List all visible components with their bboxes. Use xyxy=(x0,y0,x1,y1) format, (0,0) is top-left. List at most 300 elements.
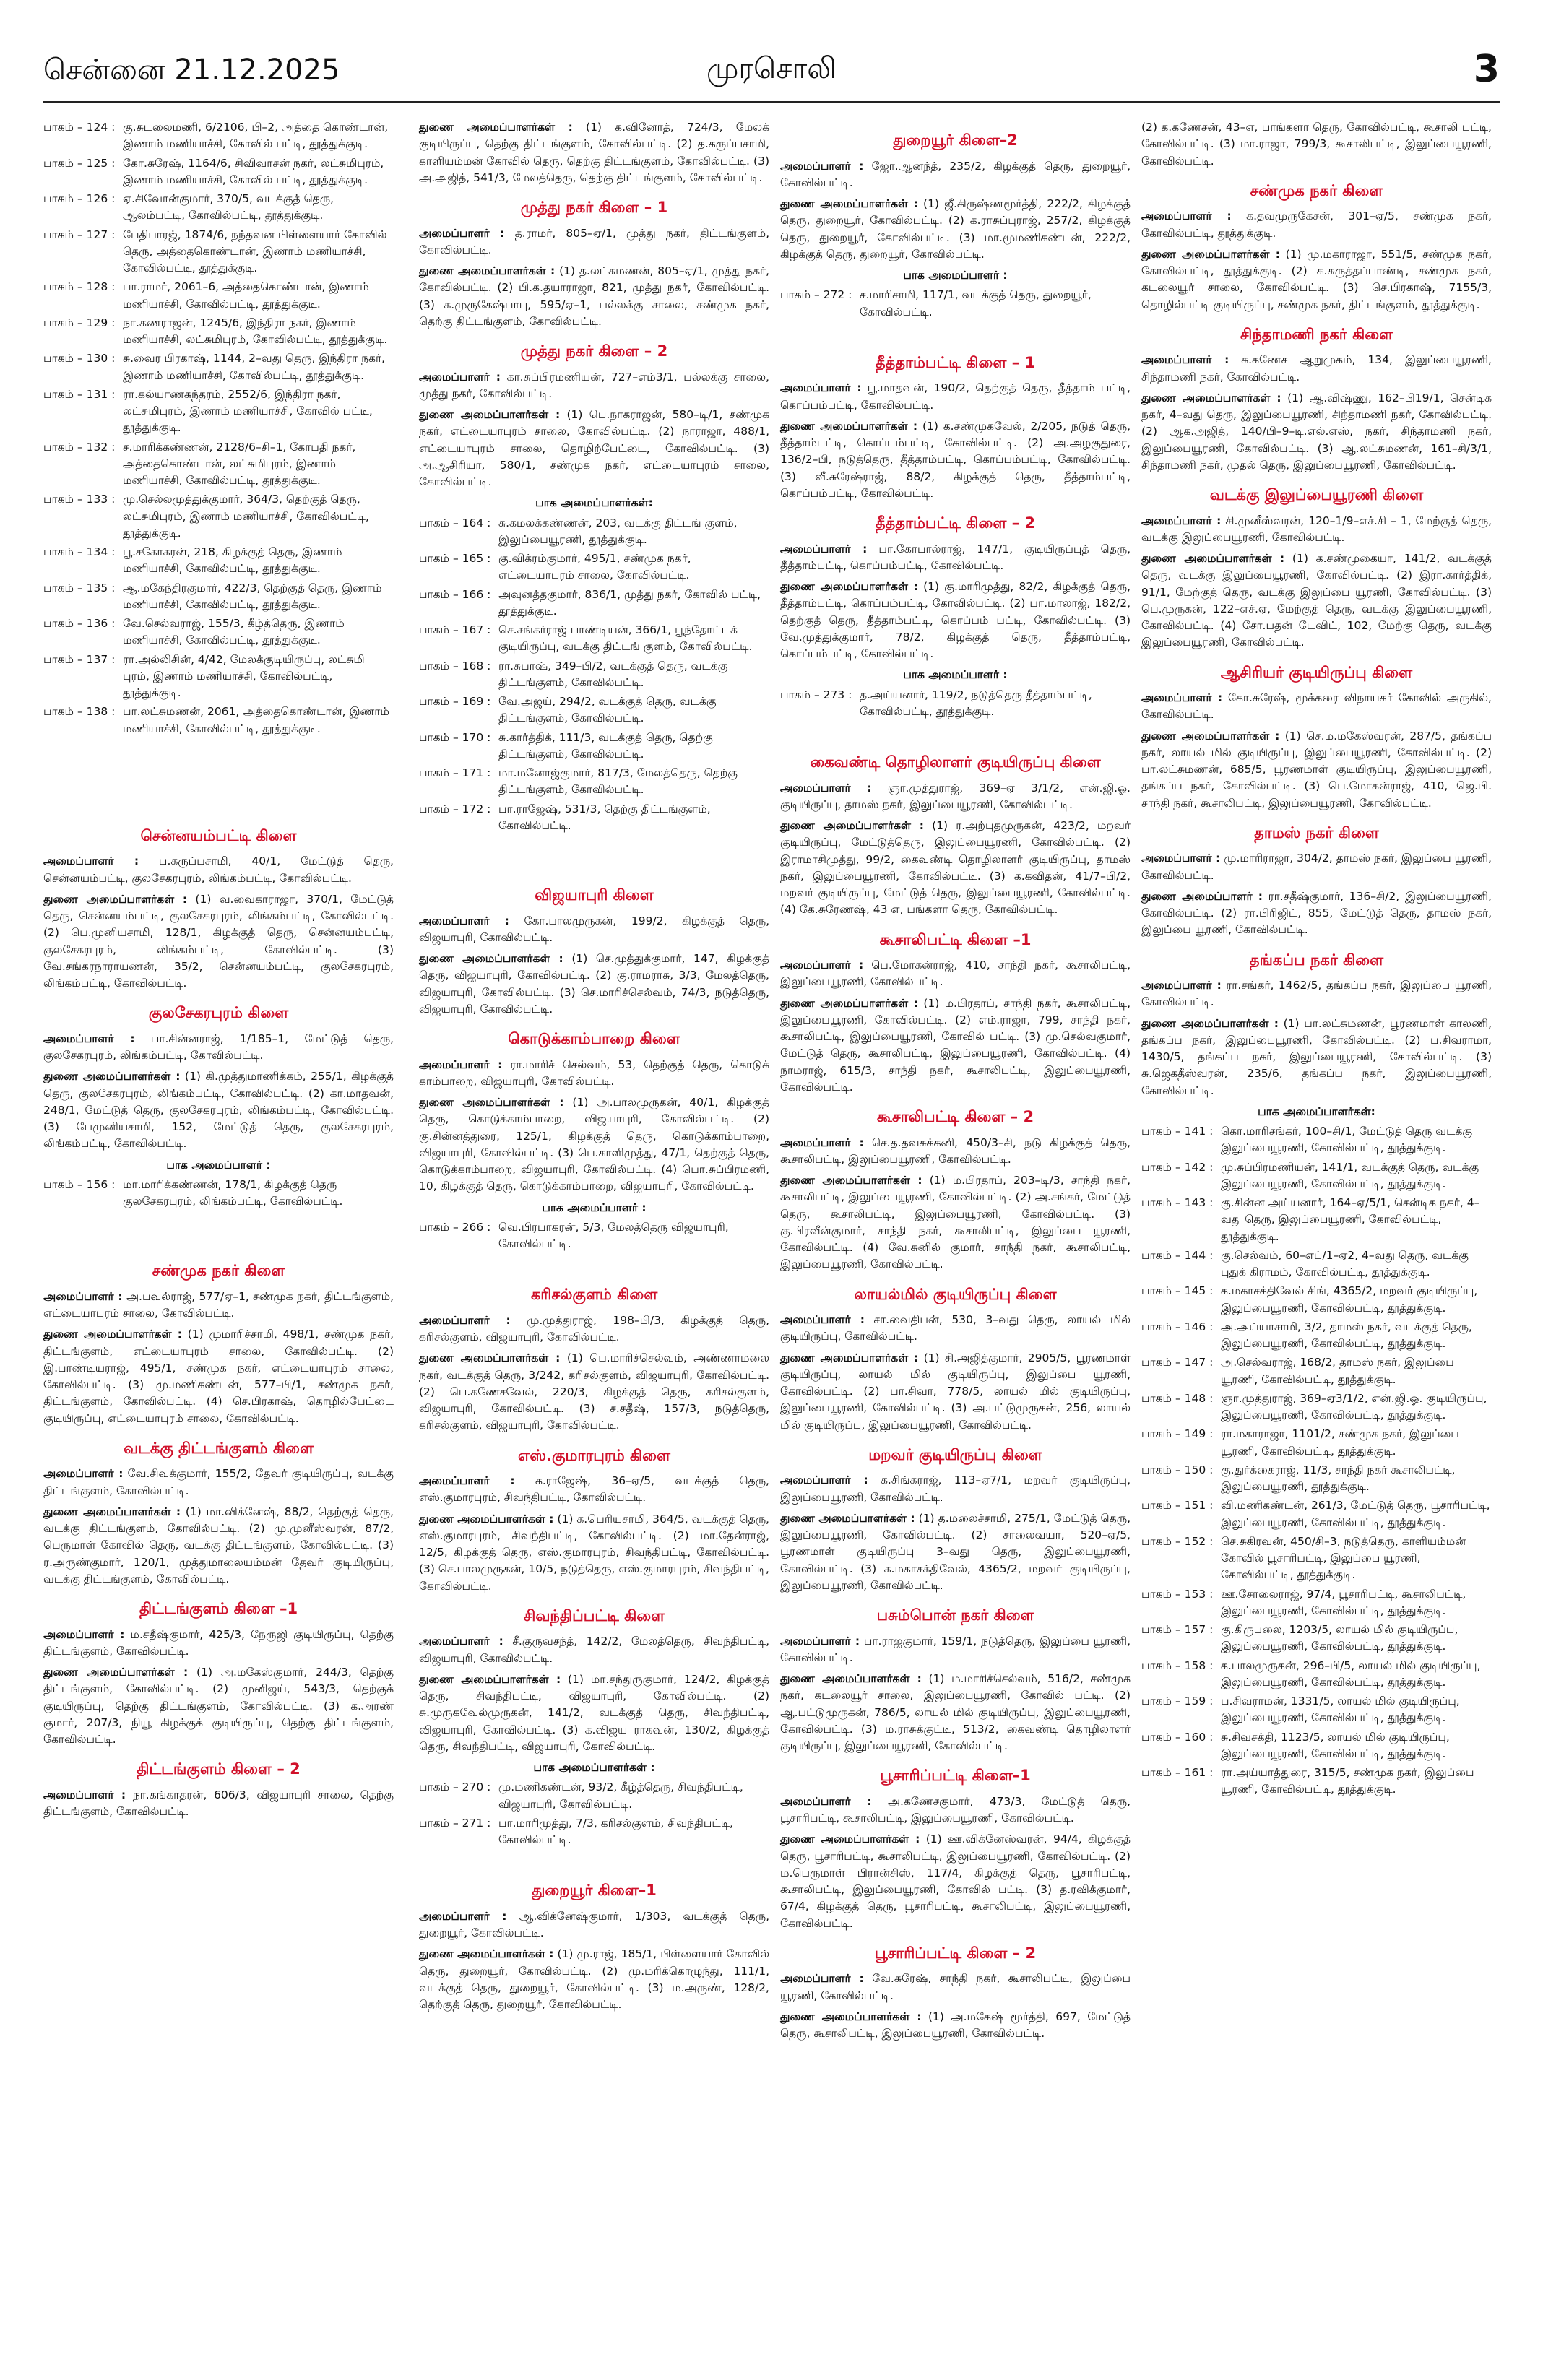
appointee-details: (1) மு.மகாராஜா, 551/5, சண்முக நகர், கோவில்பட்டி, தூத்துக்குடி. (2) க.சுருத்தப்பாண்டி, சண்முக நகர், கடலையூர் சாலை, கோவில்பட்டி. (3) செ.பிரகாஷ், 7155/3, தொழில்பட்டி குடியிருப்பு, சண்முக நகர், திட்டங்குளம், தூத்துக்குடி. xyxy=(1141,247,1492,311)
subheading: பாக அமைப்பாளர் : xyxy=(903,269,1008,282)
appointee-details: (1) ர.அற்புதமுருகன், 423/2, மறவர் குடியிருப்பு, மேட்டுத்தெரு, இலுப்பையூரணி, கோவில்பட்டி. (2) இராமாசிமுத்து, 99/2, கைவண்டி தொழிலாளர் குடியிருப்பு, தாமஸ் நகர், இலுப்பையூரணி, கோவில்பட்டி. (3) க.கவிதன், 41/7–பி/2, மறவர் குடியிருப்பு, மேட்டுத் தெரு, இலுப்பையூரணி, கோவில்பட்டி. (4) கே.சுரேணஷ், 43 எ, பங்களா தெரு, கோவில்பட்டி. xyxy=(780,819,1131,917)
appointee-details: க.சிங்கராஜ், 113–ஏ7/1, மறவர் குடியிருப்பு, இலுப்பையூரணி, கோவில்பட்டி. xyxy=(780,1474,1131,1504)
branch-heading: சிவந்திப்பட்டி கிளை xyxy=(523,1606,665,1624)
booth-number: பாகம் – 266 : xyxy=(419,1220,491,1234)
role-label: துணை அமைப்பாளர் : xyxy=(1141,889,1263,903)
role-label: துணை அமைப்பாளர்கள் : xyxy=(419,121,573,134)
booth-organizer: செ.சங்கர்ராஜ் பாண்டியன், 366/1, பூந்தோட்டக் குடியிருப்பு, வடக்கு திட்டங் குளம், கோவில்பட்டி. xyxy=(498,623,753,654)
appointee-details: (1) ம.பிரதாப், 203–டி/3, சாந்தி நகர், கூசாலிபட்டி, இலுப்பையூரணி, கோவில்பட்டி. (2) அ.சங்கர், மேட்டுத் தெரு, கூசாலிபட்டி, இலுப்பையூரணி, கோவில்பட்டி. (3) கு.பிரவீன்குமார், சாந்தி நகர், கூசாலிபட்டி, இலுப்பை யூரணி, கோவில்பட்டி. (4) வே.சுனில் குமார், சாந்தி நகர், கூசாலிபட்டி, இலுப்பையூரணி, கோவில்பட்டி. xyxy=(780,1174,1131,1271)
booth-organizer: பா.ராமர், 2061–6, அத்தைகொண்டான், இணாம் மணியாச்சி, கோவில்பட்டி, தூத்துக்குடி. xyxy=(123,280,369,311)
appointee-details: கோ.பாலமுருகன், 199/2, கிழக்குத் தெரு, விஜயாபுரி, கோவில்பட்டி. xyxy=(419,914,769,944)
spacer xyxy=(43,777,394,796)
appointee-details: வே.சிவக்குமார், 155/2, தேவர் குடியிருப்பு, வடக்கு திட்டங்குளம், கோவில்பட்டி. xyxy=(43,1467,394,1497)
branch-heading: பசும்பொன் நகர் கிளை xyxy=(876,1606,1034,1624)
booth-organizer: பூ.சகோகரன், 218, கிழக்குத் தெரு, இணாம் மணியாச்சி, கோவில்பட்டி, தூத்துக்குடி. xyxy=(123,545,342,576)
booth-number: பாகம் – 165 : xyxy=(419,552,491,565)
booth-organizer: சு.வைர பிரகாஷ், 1144, 2–வது தெரு, இந்திரா நகர், இணாம் மணியாச்சி, கோவில்பட்டி, தூத்துக்குடி. xyxy=(123,352,385,382)
appointment-paragraph xyxy=(780,1350,1131,1434)
appointee-details: கோ.சுரேஷ், மூக்கரை விநாயகர் கோவில் அருகில், கோவில்பட்டி. xyxy=(1141,691,1492,722)
appointment-paragraph xyxy=(43,1466,394,1500)
role-label: துணை அமைப்பாளர்கள் : xyxy=(43,1070,181,1083)
appointee-details: (2) க.கணேசன், 43–எ, பாங்களா தெரு, கோவில்பட்டி, கூசாலி பட்டி, கோவில்பட்டி. (3) மா.ராஜா, 799/3, கூசாலிபட்டி, இலுப்பையூரணி, கோவில்பட்டி. xyxy=(1141,121,1492,168)
branch-heading: முத்து நகர் கிளை – 2 xyxy=(520,342,668,360)
booth-entry xyxy=(43,1177,394,1211)
appointee-details: பா.கோபால்ராஜ், 147/1, குடியிருப்புத் தெரு, தீத்தாம்பட்டி, கொப்பம்பட்டி, கோவில்பட்டி. xyxy=(780,542,1131,572)
newspaper-title: முரசொலி xyxy=(706,52,837,85)
booth-organizer: ஏ.சிவோன்குமார், 370/5, வடக்குத் தெரு, ஆலம்பட்டி, கோவில்பட்டி, தூத்துக்குடி. xyxy=(123,192,334,222)
appointment-paragraph xyxy=(43,1068,394,1152)
appointee-details: (1) ம.மாரிச்செல்வம், 516/2, சண்முக நகர், கடலையூர் சாலை, இலுப்பையூரணி, கோவில் பட்டி. (2) ஆ.பட்டுமுருகன், 786/5, லாயல் மில் குடியிருப்பு, இலுப்பையூரணி, கோவில்பட்டி. (3) ம.ராசுக்குட்டி, 513/2, கைவண்டி தொழிலாளர் குடியிருப்பு, இலுப்பையூரணி, கோவில்பட்டி. xyxy=(780,1672,1131,1752)
booth-number: பாகம் – 142 : xyxy=(1141,1160,1214,1174)
booth-number: பாகம் – 152 : xyxy=(1141,1534,1214,1548)
branch-heading: துறையூர் கிளை–2 xyxy=(893,131,1018,149)
appointment-paragraph xyxy=(780,579,1131,662)
booth-number: பாகம் – 146 : xyxy=(1141,1320,1214,1333)
appointee-details: (1) செ.ம.மகேஸ்வரன், 287/5, தங்கப்ப நகர், லாயல் மில் குடியிருப்பு, இலுப்பையூரணி, கோவில்பட்டி. (2) பா.லட்சுமணன், 685/5, பூரணமாள் குடியிருப்பு, இலுப்பையூரணி, தங்கப்ப நகர், கோவில்பட்டி. (3) பெ.மோகன்ராஜ், 410, ஜெ.பி. சாந்தி நகர், கூசாலிபட்டி, இலுப்பையூரணி, கோவில்பட்டி. xyxy=(1141,729,1492,810)
role-label: துணை அமைப்பாளர்கள் : xyxy=(1141,391,1281,404)
booth-organizer: கொ.மாரிசங்கர், 100–சி/1, மேட்டுத் தெரு வடக்கு இலுப்பையூரணி, கோவில்பட்டி, தூத்துக்குடி. xyxy=(1221,1125,1473,1155)
booth-number: பாகம் – 133 : xyxy=(43,493,116,506)
appointment-paragraph xyxy=(419,1312,769,1346)
role-label: அமைப்பாளர் : xyxy=(780,1313,865,1326)
booth-organizer: கு.சுடலைமணி, 6/2106, பி–2, அத்தை கொண்டான், இணாம் மணியாச்சி, கோவில் பட்டி, தூத்துக்குடி. xyxy=(123,121,389,151)
appointee-details: பா.ராஜகுமார், 159/1, நடுத்தெரு, இலுப்பை யூரணி, கோவில்பட்டி. xyxy=(780,1634,1131,1664)
appointee-details: பூ.மாதவன், 190/2, தெற்குத் தெரு, தீத்தாம் பட்டி, கொப்பம்பட்டி, கோவில்பட்டி. xyxy=(780,381,1131,412)
booth-organizer: அவுனத்தகுமார், 836/1, முத்து நகர், கோவில் பட்டி, தூத்துக்குடி. xyxy=(498,587,761,618)
role-label: அமைப்பாளர் : xyxy=(43,854,139,868)
subheading: பாக அமைப்பாளர் : xyxy=(542,1200,647,1214)
booth-organizer: ரா.அல்லிசின், 4/42, மேலக்குடியிருப்பு, லட்சுமி புரம், இணாம் மணியாச்சி, கோவில்பட்டி, தூத்துக்குடி. xyxy=(123,652,365,699)
booth-number: பாகம் – 145 : xyxy=(1141,1284,1214,1298)
booth-entry xyxy=(43,315,394,349)
branch-heading: தீத்தாம்பட்டி கிளை – 2 xyxy=(875,514,1036,532)
appointee-details: நா.கங்காதரன், 606/3, விஜயாபுரி சாலை, தெற்கு திட்டங்குளம், கோவில்பட்டி. xyxy=(43,1788,394,1818)
appointee-details: (1) க.சண்முகையா, 141/2, வடக்குத் தெரு, வடக்கு இலுப்பையூரணி, கோவில்பட்டி. (2) இரா.கார்த்திக், 91/1, மேற்குத் தெரு, வடக்கு இலுப்பை யூரணி, கோவில்பட்டி. (3) பெ.முருகன், 122–எச்.ஏ, மேற்குத் தெரு, வடக்கு இலுப்பையூரணி, கோவில்பட்டி. (4) சோ.பதன் டேவிட், 102, மேற்கு தெரு, வடக்கு இலுப்பையூரணி, கோவில்பட்டி. xyxy=(1141,552,1492,649)
role-label: அமைப்பாளர் : xyxy=(419,914,509,927)
page-number: 3 xyxy=(1473,48,1500,91)
appointment-paragraph xyxy=(780,541,1131,575)
booth-organizer: நா.கணராஜன், 1245/6, இந்திரா நகர், இணாம் மணியாச்சி, லட்சுமிபுரம், கோவில்பட்டி, தூத்துக்குடி. xyxy=(123,316,388,346)
appointee-details: ஜோ.ஆனந்த், 235/2, கிழக்குத் தெரு, துறையூர், கோவில்பட்டி. xyxy=(780,159,1131,189)
booth-organizer: செ.சுகிரவன், 450/சி–3, நடுத்தெரு, காளியம்மன் கோவில் பூசாரிபட்டி, இலுப்பை யூரணி, கோவில்பட்டி, தூத்துக்குடி. xyxy=(1221,1534,1466,1582)
appointment-paragraph xyxy=(419,263,769,330)
role-label: அமைப்பாளர் : xyxy=(780,542,868,555)
role-label: துணை அமைப்பாளர்கள் : xyxy=(780,1832,920,1846)
booth-organizer: ரா.அய்யாத்துரை, 315/5, சண்முக நகர், இலுப்பை யூரணி, கோவில்பட்டி, தூத்துக்குடி. xyxy=(1221,1766,1474,1796)
booth-organizer: கு.செல்வம், 60–எப்/1–ஏ2, 4–வது தெரு, வடக்கு புதுக் கிராமம், கோவில்பட்டி, தூத்துக்குடி. xyxy=(1221,1248,1469,1278)
role-label: அமைப்பாளர் : xyxy=(780,381,862,395)
booth-entry xyxy=(1141,1247,1492,1281)
role-label: அமைப்பாளர் : xyxy=(43,1031,135,1045)
role-label: துணை அமைப்பாளர்கள் : xyxy=(43,1666,189,1679)
appointee-details: (1) ஆ.விஷ்ணு, 162–பி19/1, சென்டிக நகர், 4–வது தெரு, இலுப்பையூரணி, சிந்தாமணி நகர், கோவில்பட்டி. (2) ஆக.அஜித், 140/பி–9–டி.எல்.எஸ், நகர், சிந்தாமணி நகர், இலுப்பையூரணி, கோவில்பட்டி. (3) ஆ.லட்சுமணன், 161–சி/3/1, சிந்தாமணி நகர், முதல் தெரு, இலுப்பையூரணி, கோவில்பட்டி. xyxy=(1141,391,1492,472)
booth-entry xyxy=(419,550,769,584)
appointment-paragraph xyxy=(419,1908,769,1942)
booth-number: பாகம் – 132 : xyxy=(43,440,116,454)
appointment-paragraph xyxy=(780,818,1131,919)
spacer xyxy=(419,855,769,874)
booth-number: பாகம் – 147 : xyxy=(1141,1356,1214,1369)
booth-entry xyxy=(419,658,769,692)
booth-organizer: மா.மாரிக்கண்ணன், 178/1, கிழக்குத் தெரு குலசேகரபுரம், லிங்கம்பட்டி, கோவில்பட்டி. xyxy=(123,1177,343,1208)
appointment-paragraph xyxy=(780,957,1131,991)
booth-number: பாகம் – 127 : xyxy=(43,228,116,241)
role-label: துணை அமைப்பாளர்கள் : xyxy=(780,419,918,433)
role-label: அமைப்பாளர் : xyxy=(780,781,872,795)
appointee-details: (1) க.சண்முகவேல், 2/205, நடுத் தெரு, தீத்தாம்பட்டி, கொப்பம்பட்டி, கோவில்பட்டி. (2) அ.அழகுதுரை, 136/2–பி, நடுத்தெரு, தீத்தாம்பட்டி, கொப்பம்பட்டி, கோவில்பட்டி. (3) வீ.சுரேஷ்ராஜ், 88/2, கிழக்குத் தெரு, தீத்தாம்பட்டி, கொப்பம்பட்டி, கோவில்பட்டி. xyxy=(780,419,1131,500)
booth-organizer: ச.மாரிக்கண்ணன், 2128/6–சி–1, கோபதி நகர், அத்தைகொண்டான், லட்சுமிபுரம், இணாம் மணியாச்சி, கோவில்பட்டி, தூத்துக்குடி. xyxy=(123,440,356,487)
appointee-details: (1) க.பெரியசாமி, 364/5, வடக்குத் தெரு, எஸ்.குமாரபுரம், சிவந்திபட்டி, கோவில்பட்டி. (2) மா.தேன்ராஜ், 12/5, கிழக்குத் தெரு, எஸ்.குமாரபுரம், சிவந்திபட்டி, கோவில்பட்டி. (3) செ.பாலமுருகன், 10/5, நடுத்தெரு, எஸ்.குமாரபுரம், சிவந்திபட்டி, கோவில்பட்டி. xyxy=(419,1512,769,1593)
appointee-details: அ.கணேசகுமார், 473/3, மேட்டுத் தெரு, பூசாரிபட்டி, கூசாலிபட்டி, இலுப்பையூரணி, கோவில்பட்டி. xyxy=(780,1794,1131,1825)
role-label: துணை அமைப்பாளர்கள் : xyxy=(780,1351,919,1364)
role-label: அமைப்பாளர் : xyxy=(419,226,505,240)
role-label: துணை அமைப்பாளர்கள் : xyxy=(780,2009,922,2023)
column-4 xyxy=(1141,119,1492,1801)
role-label: அமைப்பாளர் : xyxy=(1141,353,1229,367)
appointment-paragraph xyxy=(1141,690,1492,724)
branch-heading: வடக்கு இலுப்பையூரணி கிளை xyxy=(1209,486,1424,503)
booth-organizer: வே.அஜய், 294/2, வடக்குத் தெரு, வடக்கு திட்டங்குளம், கோவில்பட்டி. xyxy=(498,695,717,725)
role-label: துணை அமைப்பாளர்கள் : xyxy=(419,1351,561,1365)
appointee-details: (1) பா.லட்சுமணன், பூரணமாள் காலணி, தங்கப்ப நகர், இலுப்பையூரணி, கோவில்பட்டி. (2) ப.சிவராமா, 1430/5, தங்கப்ப நகர், இலுப்பையூரணி, கோவில்பட்டி. (3) சு.ஜெகதீஸ்வரன், 235/6, தங்கப்ப நகர், இலுப்பையூரணி, கோவில்பட்டி. xyxy=(1141,1016,1492,1097)
appointee-details: (1) ஊ.விக்னேஸ்வரன், 94/4, கிழக்குத் தெரு, பூசாரிபட்டி, கூசாலிபட்டி, இலுப்பையூரணி, கோவில்பட்டி. (2) ம.பெருமாள் பிரான்சிஸ், 117/4, கிழக்குத் தெரு, பூசாரிபட்டி, கூசாலிபட்டி, இலுப்பையூரணி, கோவில் பட்டி. (3) த.ரவிக்குமார், 67/4, கிழக்குத் தெரு, பூசாரிபட்டி, கூசாலிபட்டி, இலுப்பையூரணி, கோவில்பட்டி. xyxy=(780,1832,1131,1930)
appointment-paragraph xyxy=(419,225,769,259)
appointee-details: (1) அ.மகேஷ் மூர்த்தி, 697, மேட்டுத் தெரு, கூசாலிபட்டி, இலுப்பையூரணி, கோவில்பட்டி. xyxy=(780,2009,1131,2040)
booth-organizer: த.அய்யனார், 119/2, நடுத்தெரு தீத்தாம்பட்டி, கோவில்பட்டி, தூத்துக்குடி. xyxy=(860,688,1092,718)
appointee-details: (1) மு.ராஜ், 185/1, பிள்ளையார் கோவில் தெரு, துறையூர், கோவில்பட்டி. (2) மு.மரிக்கொழுந்து, 111/1, வடக்குத் தெரு, துறையூர், கோவில்பட்டி. (3) ம.அருண், 128/2, தெற்குத் தெரு, துறையூர், கோவில்பட்டி. xyxy=(419,1947,769,2011)
role-label: அமைப்பாளர் : xyxy=(419,1313,511,1327)
booth-number: பாகம் – 143 : xyxy=(1141,1196,1214,1209)
branch-heading: திட்டங்குளம் கிளை – 2 xyxy=(137,1760,301,1778)
role-label: துணை அமைப்பாளர்கள் : xyxy=(780,197,918,210)
branch-heading: துறையூர் கிளை–1 xyxy=(532,1882,657,1900)
appointee-details: அ.பவுல்ராஜ், 577/ஏ–1, சண்முக நகர், திட்டங்குளம், எட்டையாபுரம் சாலை, கோவில்பட்டி. xyxy=(43,1289,394,1320)
booth-number: பாகம் – 150 : xyxy=(1141,1463,1214,1476)
appointee-details: (1) த.மலைச்சாமி, 275/1, மேட்டுத் தெரு, இலுப்பையூரணி, கோவில்பட்டி. (2) சாலைவயா, 520–ஏ/5, பூரணமாள் குடியிருப்பு 3–வது தெரு, இலுப்பையூரணி, கோவில்பட்டி. (3) க.மகாசக்திவேல், 4365/2, மறவர் குடியிருப்பு, இலுப்பையூரணி, கோவில்பட்டி. xyxy=(780,1511,1131,1592)
booth-organizer: கு.துர்க்கைராஜ், 11/3, சாந்தி நகர் கூசாலிபட்டி, இலுப்பையூரணி, தூத்துக்குடி. xyxy=(1221,1463,1456,1493)
role-label: அமைப்பாளர் : xyxy=(780,1474,868,1487)
appointment-paragraph xyxy=(780,1135,1131,1169)
booth-number: பாகம் – 166 : xyxy=(419,587,491,601)
appointment-paragraph xyxy=(780,780,1131,814)
role-label: அமைப்பாளர் : xyxy=(43,1788,126,1801)
role-label: அமைப்பாளர் : xyxy=(780,159,864,173)
role-label: அமைப்பாளர் : xyxy=(780,1794,872,1808)
subheading: பாக அமைப்பாளர்கள்: xyxy=(1258,1104,1375,1118)
role-label: துணை அமைப்பாளர்கள் : xyxy=(43,1328,182,1341)
branch-heading: சண்முக நகர் கிளை xyxy=(152,1262,285,1280)
appointee-details: (1) செ.முத்துக்குமார், 147, கிழக்குத் தெரு, விஜயாபுரி, கோவில்பட்டி. (2) கு.ராமராசு, 3/3, மேலத்தெரு, விஜயாபுரி, கோவில்பட்டி. (3) செ.மாரிச்செல்வம், 74/3, நடுத்தெரு, விஜயாபுரி, கோவில்பட்டி. xyxy=(419,952,770,1016)
appointee-details: (1) அ.பாலமுருகன், 40/1, கிழக்குத் தெரு, கொடுக்காம்பாறை, விஜயாபுரி, கோவில்பட்டி. (2) கு.சின்னத்துரை, 125/1, கிழக்குத் தெரு, கொடுக்காம்பாறை, விஜயாபுரி, கோவில்பட்டி. (3) பெ.காளிமுத்து, 47/1, தெற்குத் தெரு, கொடுக்காம்பாறை, விஜயாபுரி, கோவில்பட்டி. (4) பொ.சுப்பிரமணி, 10, கிழக்குத் தெரு, கொடுக்காம்பாறை, விஜயாபுரி, கோவில்பட்டி. xyxy=(419,1096,769,1193)
booth-organizer: ஞா.முத்துராஜ், 369–ஏ3/1/2, என்.ஜி.ஓ. குடியிருப்பு, இலுப்பையூரணி, கோவில்பட்டி, தூத்துக்குடி. xyxy=(1221,1391,1487,1421)
booth-entry xyxy=(1141,1533,1492,1584)
role-label: துணை அமைப்பாளர்கள் : xyxy=(780,819,924,832)
appointment-paragraph xyxy=(419,119,769,186)
booth-entry xyxy=(43,155,394,189)
booth-number: பாகம் – 130 : xyxy=(43,352,116,365)
appointment-paragraph xyxy=(780,1970,1131,2004)
appointment-paragraph xyxy=(1141,390,1492,474)
appointment-paragraph xyxy=(1141,513,1492,547)
booth-entry xyxy=(419,515,769,549)
booth-organizer: சு.சிவசக்தி, 1123/5, லாயல் மில் குடியிருப்பு, இலுப்பையூரணி, கோவில்பட்டி, தூத்துக்குடி. xyxy=(1221,1730,1450,1760)
role-label: துணை அமைப்பாளர்கள் : xyxy=(1141,552,1285,565)
spacer xyxy=(419,836,769,855)
appointee-details: க.தவமுருகேசன், 301–ஏ/5, சண்முக நகர், கோவில்பட்டி, தூத்துக்குடி. xyxy=(1141,209,1492,240)
booth-organizer: மா.மனோஜ்குமார், 817/3, மேலத்தெரு, தெற்கு திட்டங்குளம், கோவில்பட்டி. xyxy=(498,766,738,797)
booth-organizer: க.மகாசக்திவேல் சிங், 4365/2, மறவர் குடியிருப்பு, இலுப்பையூரணி, கோவில்பட்டி, தூத்துக்குடி. xyxy=(1221,1284,1478,1315)
appointment-paragraph xyxy=(1141,977,1492,1011)
booth-organizer: அ.செல்வராஜ், 168/2, தாமஸ் நகர், இலுப்பை யூரணி, கோவில்பட்டி, தூத்துக்குடி. xyxy=(1221,1356,1454,1386)
role-label: துணை அமைப்பாளர்கள் : xyxy=(419,1096,564,1109)
appointee-details: ஆ.விக்னேஷ்குமார், 1/303, வடக்குத் தெரு, துறையூர், கோவில்பட்டி. xyxy=(419,1909,769,1939)
booth-organizer: சு.கமலக்கண்ணன், 203, வடக்கு திட்டங் குளம், இலுப்பையூரணி, தூத்துக்குடி. xyxy=(498,516,738,546)
spacer xyxy=(43,740,394,758)
booth-number: பாகம் – 273 : xyxy=(780,688,852,701)
role-label: அமைப்பாளர் : xyxy=(419,370,501,384)
subheading: பாக அமைப்பாளர்கள் : xyxy=(533,1761,655,1774)
spacer xyxy=(43,796,394,815)
appointment-paragraph xyxy=(419,1473,769,1507)
booth-entry xyxy=(1141,1195,1492,1245)
column-3 xyxy=(780,119,1131,2046)
booth-entry xyxy=(1141,1497,1492,1531)
appointee-details: (1) சி.அஜித்குமார், 2905/5, பூரணமாள் குடியிருப்பு, லாயல் மில் குடியிருப்பு, இலுப்பை யூரணி, கோவில்பட்டி. (2) பா.சிவா, 778/5, லாயல் மில் குடியிருப்பு, இலுப்பையூரணி, கோவில்பட்டி. (3) அ.பட்டுமுருகன், 256, லாயல் மில் குடியிருப்பு, இலுப்பையூரணி, கோவில்பட்டி. xyxy=(780,1351,1131,1432)
appointee-details: சீ.குருவசந்த், 142/2, மேலத்தெரு, சிவந்திபட்டி, விஜயாபுரி, கோவில்பட்டி. xyxy=(419,1635,769,1665)
role-label: துணை அமைப்பாளர்கள் : xyxy=(780,1511,915,1525)
booth-organizer: கு.விக்ரம்குமார், 495/1, சண்முக நகர், எட்டையாபுரம் சாலை, கோவில்பட்டி. xyxy=(498,552,691,582)
role-label: துணை அமைப்பாளர்கள் : xyxy=(419,1672,561,1686)
booth-entry xyxy=(43,350,394,384)
booth-organizer: ரா.மகாராஜா, 1101/2, சண்முக நகர், இலுப்பை யூரணி, கோவில்பட்டி, தூத்துக்குடி. xyxy=(1221,1427,1459,1458)
role-label: அமைப்பாளர் : xyxy=(1141,852,1221,865)
appointee-details: சி.முனீஸ்வரன், 120–1/9–எச்.சி – 1, மேற்குத் தெரு, வடக்கு இலுப்பையூரணி, கோவில்பட்டி. xyxy=(1141,514,1492,544)
appointment-paragraph xyxy=(1141,208,1492,242)
role-label: அமைப்பாளர் : xyxy=(43,1289,123,1303)
role-label: துணை அமைப்பாளர்கள் : xyxy=(780,996,919,1010)
branch-heading: குலசேகரபுரம் கிளை xyxy=(148,1004,289,1022)
booth-organizer: ச.மாரிசாமி, 117/1, வடக்குத் தெரு, துறையூர், கோவில்பட்டி. xyxy=(860,288,1092,319)
branch-heading: பூசாரிப்பட்டி கிளை–1 xyxy=(880,1767,1031,1785)
branch-heading: மறவர் குடியிருப்பு கிளை xyxy=(868,1445,1042,1463)
booth-entry xyxy=(1141,1693,1492,1727)
branch-heading: பூசாரிப்பட்டி கிளை – 2 xyxy=(874,1944,1037,1962)
booth-organizer: மு.செல்லமுத்துக்குமார், 364/3, தெற்குத் தெரு, லட்சுமிபுரம், இணாம் மணியாச்சி, கோவில்பட்டி, தூத்துக்குடி. xyxy=(123,493,369,540)
role-label: அமைப்பாளர் : xyxy=(780,1972,864,1986)
booth-entry xyxy=(419,1219,769,1253)
booth-entry xyxy=(43,119,394,153)
branch-heading: எஸ்.குமாரபுரம் கிளை xyxy=(518,1446,670,1464)
appointment-paragraph xyxy=(780,158,1131,192)
booth-entry xyxy=(419,1779,769,1813)
appointee-details: (1) முமாரிச்சாமி, 498/1, சண்முக நகர், திட்டங்குளம், எட்டையாபுரம் சாலை, கோவில்பட்டி. (2) இ.பாண்டியராஜ், 495/1, சண்முக நகர், எட்டையாபுரம் சாலை, கோவில்பட்டி. (3) மு.மணிகண்டன், 577–பி/1, சண்முக நகர், திட்டங்குளம், கோவில்பட்டி. (4) செ.பிரகாஷ், தொழில்பேட்டை குடியிருப்பு, எட்டையாபுரம் சாலை, கோவில்பட்டி. xyxy=(43,1328,394,1425)
booth-number: பாகம் – 161 : xyxy=(1141,1766,1214,1779)
booth-entry xyxy=(43,191,394,225)
branch-heading: கொடுக்காம்பாறை கிளை xyxy=(508,1030,680,1047)
appointment-paragraph xyxy=(419,1946,769,2013)
appointment-paragraph xyxy=(780,1831,1131,1932)
spacer xyxy=(780,323,1131,342)
appointment-paragraph xyxy=(419,1671,769,1755)
booth-organizer: க.பாலமுருகன், 296–பி/5, லாயல் மில் குடியிருப்பு, இலுப்பையூரணி, கோவில்பட்டி, தூத்துக்குடி. xyxy=(1221,1658,1481,1689)
booth-entry xyxy=(1141,1123,1492,1157)
booth-entry xyxy=(43,580,394,614)
booth-organizer: பா.லட்சுமணன், 2061, அத்தைகொண்டான், இணாம் மணியாச்சி, கோவில்பட்டி, தூத்துக்குடி. xyxy=(123,705,389,735)
branch-heading: வடக்கு திட்டங்குளம் கிளை xyxy=(124,1439,314,1457)
appointment-paragraph xyxy=(1141,850,1492,884)
role-label: துணை அமைப்பாளர்கள் : xyxy=(1141,247,1280,261)
appointment-paragraph xyxy=(780,1671,1131,1754)
role-label: துணை அமைப்பாளர்கள் : xyxy=(419,952,563,965)
appointment-paragraph xyxy=(1141,888,1492,939)
booth-number: பாகம் – 153 : xyxy=(1141,1587,1214,1601)
branch-heading: சிந்தாமணி நகர் கிளை xyxy=(1240,325,1393,343)
appointment-paragraph xyxy=(1141,728,1492,812)
appointment-paragraph xyxy=(419,951,769,1018)
booth-entry xyxy=(43,227,394,277)
role-label: துணை அமைப்பாளர்கள் : xyxy=(43,1505,181,1518)
booth-number: பாகம் – 171 : xyxy=(419,766,491,779)
appointment-paragraph xyxy=(419,913,769,947)
role-label: துணை அமைப்பாளர்கள் : xyxy=(1141,729,1280,743)
appointee-details: மு.முத்துராஜ், 198–பி/3, கிழக்குத் தெரு, கரிசல்குளம், விஜயாபுரி, கோவில்பட்டி. xyxy=(419,1313,769,1343)
appointment-paragraph xyxy=(43,891,394,992)
role-label: அமைப்பாளர் : xyxy=(43,1627,125,1641)
appointee-details: க.கணேச ஆறுமுகம், 134, இலுப்பையூரணி, சிந்தாமணி நகர், கோவில்பட்டி. xyxy=(1141,353,1492,384)
booth-number: பாகம் – 270 : xyxy=(419,1780,491,1794)
booth-number: பாகம் – 148 : xyxy=(1141,1391,1214,1405)
appointee-details: (1) ம.பிரதாப், சாந்தி நகர், கூசாலிபட்டி, இலுப்பையூரணி, கோவில்பட்டி. (2) எம்.ராஜா, 799, சாந்தி நகர், கூசாலிபட்டி, இலுப்பையூரணி, கோவில் பட்டி. (3) மு.செல்வகுமார், மேட்டுத் தெரு, கூசாலிபட்டி, இலுப்பையூரணி, கோவில்பட்டி. (4) நாமராஜ், 615/3, சாந்தி நகர், கூசாலிபட்டி, இலுப்பையூரணி, கோவில்பட்டி. xyxy=(780,996,1131,1094)
booth-entry xyxy=(419,730,769,763)
appointment-paragraph xyxy=(43,1787,394,1821)
appointment-paragraph xyxy=(1141,119,1492,170)
booth-number: பாகம் – 170 : xyxy=(419,730,491,744)
role-label: அமைப்பாளர் : xyxy=(1141,691,1223,704)
appointee-details: (1) க.வினோத், 724/3, மேலக் குடியிருப்பு, தெற்கு திட்டங்குளம், கோவில்பட்டி. (2) த.கருப்பசாமி, காளியம்மன் கோவில் தெரு, தெற்கு திட்டங்குளம், கோவில்பட்டி. (3) அ.அஜித், 541/3, மேலத்தெரு, தெற்கு திட்டங்குளம், கோவில்பட்டி. xyxy=(419,121,769,184)
spacer xyxy=(43,1212,394,1231)
booth-number: பாகம் – 126 : xyxy=(43,192,116,205)
appointee-details: ஞா.முத்துராஜ், 369–ஏ 3/1/2, என்.ஜி.ஓ. குடியிருப்பு, தாமஸ் நகர், இலுப்பையூரணி, கோவில்பட்டி. xyxy=(780,781,1131,811)
branch-heading: திட்டங்குளம் கிளை –1 xyxy=(139,1600,298,1617)
branch-heading: சென்னயம்பட்டி கிளை xyxy=(140,826,297,844)
booth-organizer: ஆ.மகேந்திரகுமார், 422/3, தெற்குத் தெரு, இணாம் மணியாச்சி, கோவில்பட்டி, தூத்துக்குடி. xyxy=(123,581,382,611)
column-1 xyxy=(43,119,394,1825)
appointment-paragraph xyxy=(1141,550,1492,652)
booth-number: பாகம் – 134 : xyxy=(43,545,116,558)
issue-date: சென்னை 21.12.2025 xyxy=(43,53,340,87)
booth-number: பாகம் – 149 : xyxy=(1141,1427,1214,1441)
appointment-paragraph xyxy=(419,1350,769,1434)
booth-number: பாகம் – 156 : xyxy=(43,1177,116,1191)
branch-heading: சண்முக நகர் கிளை xyxy=(1250,181,1383,199)
role-label: துணை அமைப்பாளர்கள் : xyxy=(419,408,561,421)
appointee-details: (1) கி.முத்துமாணிக்கம், 255/1, கிழக்குத் தெரு, குலசேகரபுரம், லிங்கம்பட்டி, கோவில்பட்டி. (2) கா.மாதவன், 248/1, மேட்டுத் தெரு, குலசேகரபுரம், லிங்கம்பட்டி, கோவில்பட்டி. (3) பேமுனியசாமி, 152, மேட்டுத் தெரு, குலசேகரபுரம், லிங்கம்பட்டி, கோவில்பட்டி. xyxy=(43,1070,394,1151)
booth-entry xyxy=(43,704,394,737)
role-label: துணை அமைப்பாளர்கள் : xyxy=(419,1947,554,1961)
appointment-paragraph xyxy=(780,380,1131,414)
booth-entry xyxy=(419,765,769,799)
branch-heading: தங்கப்ப நகர் கிளை xyxy=(1249,951,1384,969)
booth-entry xyxy=(1141,1390,1492,1424)
role-label: அமைப்பாளர் : xyxy=(1141,979,1222,992)
appointment-paragraph xyxy=(780,1793,1131,1827)
branch-heading: கூசாலிபட்டி கிளை –1 xyxy=(879,930,1032,948)
branch-heading: தீத்தாம்பட்டி கிளை – 1 xyxy=(875,353,1036,371)
booth-entry xyxy=(43,544,394,578)
booth-organizer: சு.கார்த்திக், 111/3, வடக்குத் தெரு, தெற்கு திட்டங்குளம், கோவில்பட்டி. xyxy=(498,730,713,761)
booth-organizer: கு.சின்ன அய்யனார், 164–ஏ/5/1, சென்டிக நகர், 4–வது தெரு, இலுப்பையூரணி, கோவில்பட்டி, தூத்துக்குடி. xyxy=(1221,1196,1480,1243)
appointee-details: த.ராமர், 805–ஏ/1, முத்து நகர், திட்டங்குளம், கோவில்பட்டி. xyxy=(419,226,770,256)
booth-entry xyxy=(1141,1462,1492,1496)
appointee-details: பா.சின்னராஜ், 1/185–1, மேட்டுத் தெரு, குலசேகரபுரம், லிங்கம்பட்டி, கோவில்பட்டி. xyxy=(43,1031,394,1062)
appointment-paragraph xyxy=(780,1633,1131,1667)
booth-entry xyxy=(1141,1319,1492,1353)
appointee-details: (1) வ.வைகாராஜா, 370/1, மேட்டுத் தெரு, சென்னயம்பட்டி, குலசேகரபுரம், லிங்கம்பட்டி, கோவில்பட்டி. (2) பெ.முனியசாமி, 128/1, கிழக்குத் தெரு, சென்னயம்பட்டி, குலசேகரபுரம், லிங்கம்பட்டி, கோவில்பட்டி. (3) வே.சங்கரநாராயணன், 35/2, சென்னயம்பட்டி, குலசேகரபுரம், லிங்கம்பட்டி, கோவில்பட்டி. xyxy=(43,892,394,990)
appointment-paragraph xyxy=(780,995,1131,1096)
booth-number: பாகம் – 160 : xyxy=(1141,1730,1214,1744)
role-label: அமைப்பாளர் : xyxy=(419,1474,515,1487)
booth-entry xyxy=(43,491,394,542)
branch-heading: ஆசிரியர் குடியிருப்பு கிளை xyxy=(1220,663,1413,681)
booth-entry xyxy=(1141,1354,1492,1388)
role-label: அமைப்பாளர் : xyxy=(780,959,864,972)
booth-organizer: பா.மாரிமுத்து, 7/3, கரிசல்குளம், சிவந்திபட்டி, கோவில்பட்டி. xyxy=(498,1816,733,1846)
booth-organizer: மு.மணிகண்டன், 93/2, கீழ்த்தெரு, சிவந்திபட்டி, விஜயாபுரி, கோவில்பட்டி. xyxy=(498,1780,743,1811)
subheading: பாக அமைப்பாளர் : xyxy=(166,1158,271,1172)
booth-entry xyxy=(43,439,394,490)
appointee-details: (1) ஜீ.கிருஷ்ணமூர்த்தி, 222/2, கிழக்குத் தெரு, துறையூர், கோவில்பட்டி. (2) க.ராசுப்புராஜ், 257/2, கிழக்குத் தெரு, துறையூர், கோவில்பட்டி. (3) மா.மூமணிகண்டன், 222/2, கிழக்குத் தெரு, துறையூர், கோவில்பட்டி. xyxy=(780,197,1131,261)
booth-entry xyxy=(43,386,394,437)
appointment-paragraph xyxy=(780,196,1131,263)
booth-entry xyxy=(1141,1283,1492,1317)
booth-number: பாகம் – 141 : xyxy=(1141,1125,1214,1138)
appointment-paragraph xyxy=(780,418,1131,502)
booth-number: பாகம் – 169 : xyxy=(419,695,491,708)
role-label: துணை அமைப்பாளர்கள் : xyxy=(419,1512,554,1526)
spacer xyxy=(43,758,394,777)
appointee-details: செ.த.தவசுக்கனி, 450/3–சி, நடு கிழக்குத் தெரு, கூசாலிபட்டி, இலுப்பையூரணி, கோவில்பட்டி. xyxy=(780,1135,1131,1166)
booth-organizer: ரா.கல்யாணசுந்தரம், 2552/6, இந்திரா நகர், லட்சுமிபுரம், இணாம் மணியாச்சி, கோவில் பட்டி, தூத்துக்குடி. xyxy=(123,387,373,435)
booth-organizer: ரா.சுபாஷ், 349–பி/2, வடக்குத் தெரு, வடக்கு திட்டங்குளம், கோவில்பட்டி. xyxy=(498,659,728,689)
booth-entry xyxy=(43,279,394,313)
column-2 xyxy=(419,119,769,2017)
booth-number: பாகம் – 135 : xyxy=(43,581,116,594)
appointment-paragraph xyxy=(43,1031,394,1065)
booth-number: பாகம் – 151 : xyxy=(1141,1499,1214,1513)
booth-organizer: வி.மணிகண்டன், 261/3, மேட்டுத் தெரு, பூசாரிபட்டி, இலுப்பையூரணி, கோவில்பட்டி, தூத்துக்குடி. xyxy=(1221,1499,1490,1529)
appointment-paragraph xyxy=(1141,1016,1492,1099)
appointment-paragraph xyxy=(1141,246,1492,313)
appointment-paragraph xyxy=(1141,352,1492,386)
booth-entry xyxy=(1141,1159,1492,1193)
role-label: துணை அமைப்பாளர்கள் : xyxy=(780,1672,922,1685)
subheading: பாக அமைப்பாளர்கள்: xyxy=(535,496,653,510)
appointment-paragraph xyxy=(419,369,769,403)
booth-entry xyxy=(1141,1586,1492,1620)
appointee-details: (1) கு.மாரிமுத்து, 82/2, கிழக்குத் தெரு, தீத்தாம்பட்டி, கொப்பம்பட்டி, கோவில்பட்டி. (2) பா.மாலாஜ், 182/2, தெற்குத் தெரு, தீத்தாம்பட்டி, கொப்பம் பட்டி, கோவில்பட்டி. (3) வே.முத்துக்குமார், 78/2, கிழக்குத் தெரு, தீத்தாம்பட்டி, கொப்பம்பட்டி, கோவில்பட்டி. xyxy=(780,580,1131,660)
appointment-paragraph xyxy=(419,1057,769,1091)
booth-number: பாகம் – 271 : xyxy=(419,1816,491,1830)
appointee-details: ரா.சதீஷ்குமார், 136–சி/2, இலுப்பையூரணி, கோவில்பட்டி. (2) ரா.பிரிஜிட், 855, மேட்டுத் தெரு, தாமஸ் நகர், இலுப்பை யூரணி, கோவில்பட்டி. xyxy=(1141,889,1492,937)
appointee-details: (1) பெ.நாகராஜன், 580–டி/1, சண்முக நகர், எட்டையாபுரம் சாலை, கோவில்பட்டி. (2) நாராஜா, 488/1, எட்டையாபுரம் சாலை, தொழிற்பேட்டை, கோவில்பட்டி. (3) அ.ஆசிரியா, 580/1, சண்முக நகர், எட்டையாபுரம் சாலை, கோவில்பட்டி. xyxy=(419,408,770,488)
page-header xyxy=(43,43,1500,103)
booth-number: பாகம் – 137 : xyxy=(43,652,116,666)
appointment-paragraph xyxy=(43,1289,394,1323)
appointee-details: (1) மா.சந்துருகுமார், 124/2, கிழக்குத் தெரு, சிவந்திபட்டி, விஜயாபுரி, கோவில்பட்டி. (2) சு.முருகவேல்முருகன், 141/2, வடக்குத் தெரு, சிவந்திபட்டி, விஜயாபுரி, கோவில்பட்டி. (3) க.விஜய ராகவன், 130/2, கிழக்குத் தெரு, சிவந்திபட்டி, விஜயாபுரி, கோவில்பட்டி. xyxy=(419,1672,769,1753)
branch-heading: முத்து நகர் கிளை – 1 xyxy=(520,199,668,216)
spacer xyxy=(43,1231,394,1250)
appointment-paragraph xyxy=(780,1312,1131,1346)
